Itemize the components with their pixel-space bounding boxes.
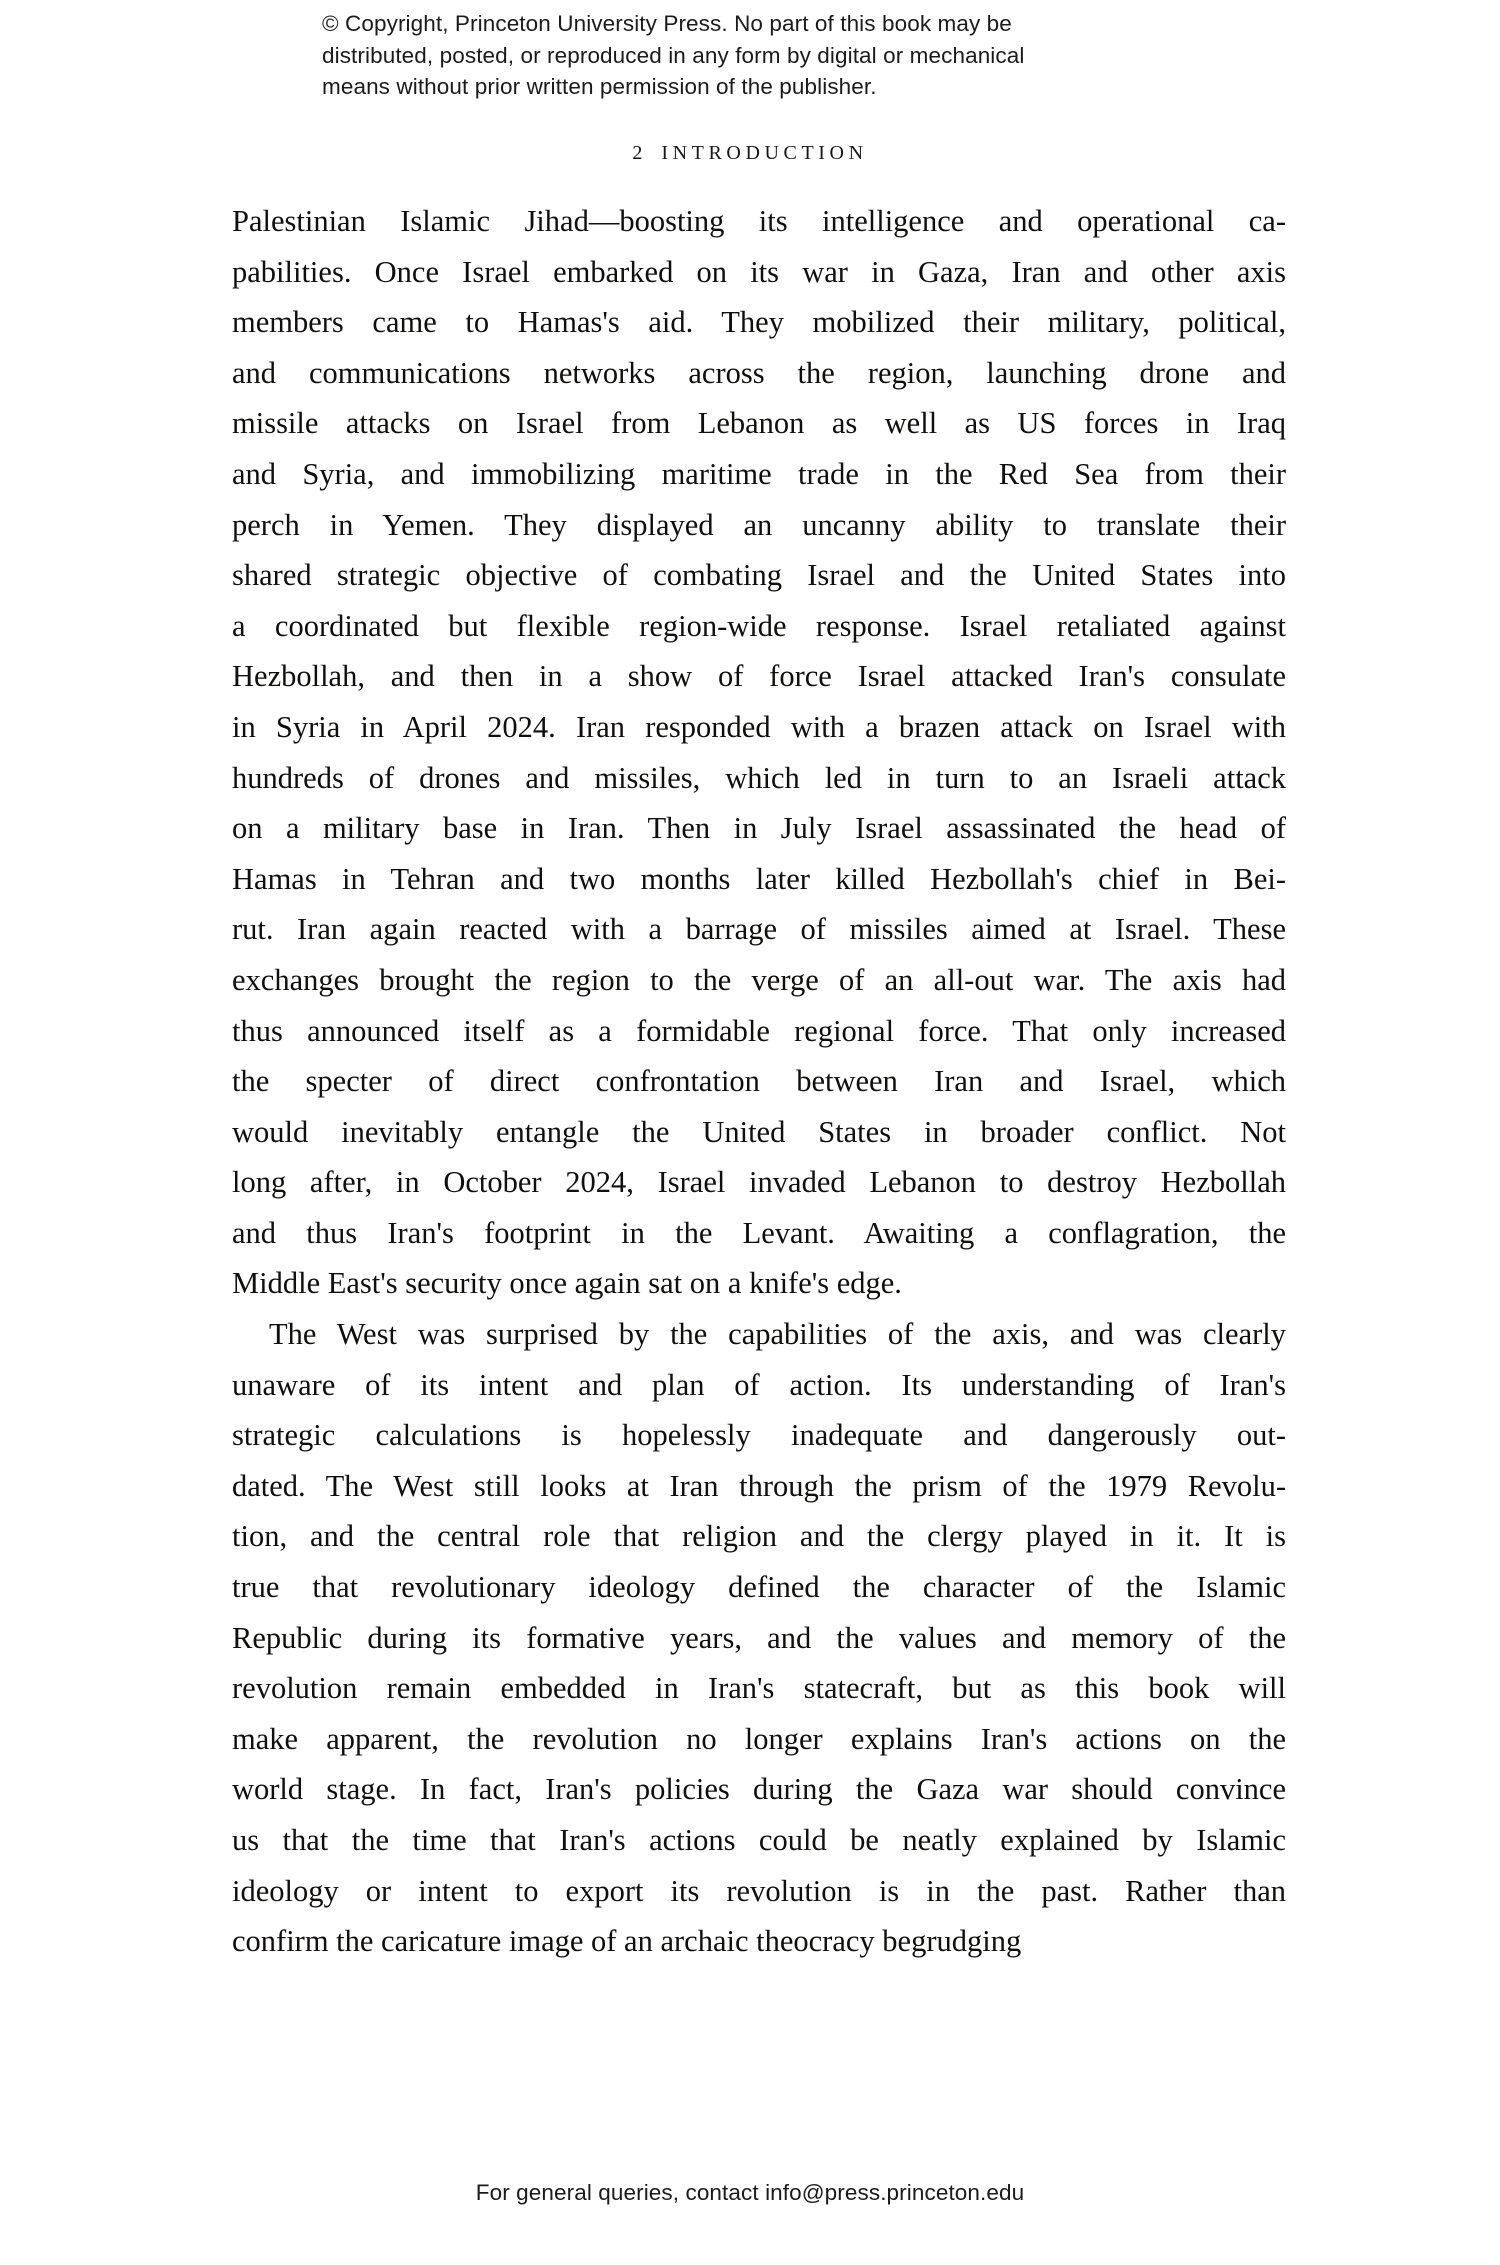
body-line <box>232 702 1286 753</box>
body-line-text: pabilities. Once Israel embarked on its war in Gaza, Iran and other axis <box>232 254 1286 289</box>
body-line-text: Republic during its formative years, and the values and memory of the <box>232 1620 1286 1655</box>
body-line-text: rut. Iran again reacted with a barrage of missiles aimed at Israel. These <box>232 912 1286 947</box>
body-line <box>232 1309 1286 1360</box>
body-line <box>232 500 1286 551</box>
body-line <box>232 1511 1286 1562</box>
body-text <box>232 196 1286 1967</box>
body-line <box>232 1613 1286 1664</box>
body-line <box>232 398 1286 449</box>
body-line-text: make apparent, the revolution no longer explains Iran's actions on the <box>232 1721 1286 1756</box>
body-line <box>232 1562 1286 1613</box>
body-line <box>232 297 1286 348</box>
body-line <box>232 348 1286 399</box>
body-line-text: on a military base in Iran. Then in July Israel assassinated the head of <box>232 811 1286 846</box>
body-line <box>232 196 1286 247</box>
body-line <box>232 1056 1286 1107</box>
body-line-text: dated. The West still looks at Iran through the prism of the 1979 Revolu- <box>232 1468 1286 1503</box>
body-line <box>232 753 1286 804</box>
body-line <box>232 449 1286 500</box>
body-line <box>232 1410 1286 1461</box>
copyright-notice-line-2: distributed, posted, or reproduced in any form by digital or mechanical <box>322 42 1025 68</box>
body-line-text: the specter of direct confrontation between Iran and Israel, which <box>232 1064 1286 1099</box>
body-line-text: Middle East's security once again sat on a knife's edge. <box>232 1266 902 1301</box>
body-line <box>232 1815 1286 1866</box>
body-line <box>232 904 1286 955</box>
body-line <box>232 854 1286 905</box>
body-line-text: perch in Yemen. They displayed an uncanny ability to translate their <box>232 507 1286 542</box>
body-line <box>232 1157 1286 1208</box>
body-line <box>232 1360 1286 1411</box>
body-line-text: revolution remain embedded in Iran's statecraft, but as this book will <box>232 1671 1286 1706</box>
body-line <box>232 1258 1286 1309</box>
body-line-text: Hamas in Tehran and two months later killed Hezbollah's chief in Bei- <box>232 861 1286 896</box>
body-line <box>232 1866 1286 1917</box>
body-line <box>232 601 1286 652</box>
body-line-text: tion, and the central role that religion and the clergy played in it. It is <box>232 1519 1286 1554</box>
body-line-text: us that the time that Iran's actions could be neatly explained by Islamic <box>232 1823 1286 1857</box>
body-line <box>232 1764 1286 1815</box>
body-line <box>232 550 1286 601</box>
body-line-text: and thus Iran's footprint in the Levant. Awaiting a conflagration, the <box>232 1215 1286 1250</box>
body-line <box>232 1916 1286 1967</box>
body-line <box>232 1714 1286 1765</box>
body-line-text: members came to Hamas's aid. They mobilized their military, political, <box>232 305 1286 340</box>
body-line <box>232 1006 1286 1057</box>
copyright-notice-line-1: © Copyright, Princeton University Press. No part of this book may be <box>322 11 1012 36</box>
body-line-text: missile attacks on Israel from Lebanon as well as US forces in Iraq <box>232 406 1286 441</box>
body-line-text: long after, in October 2024, Israel invaded Lebanon to destroy Hezbollah <box>232 1165 1286 1200</box>
footer-queries-note: For general queries, contact info@press.princeton.edu <box>475 2180 1025 2205</box>
copyright-notice-line-3: means without prior written permission of the publisher. <box>322 74 877 99</box>
body-line-text: in Syria in April 2024. Iran responded with a brazen attack on Israel with <box>232 709 1286 744</box>
body-line <box>232 1208 1286 1259</box>
body-line-text: a coordinated but flexible region-wide response. Israel retaliated against <box>232 608 1286 643</box>
body-line-text: hundreds of drones and missiles, which led in turn to an Israeli attack <box>232 760 1286 795</box>
body-line-text: confirm the caricature image of an archaic theocracy begrudging <box>232 1924 1022 1959</box>
body-line <box>232 1107 1286 1158</box>
body-line <box>232 247 1286 298</box>
body-line <box>232 651 1286 702</box>
body-line <box>232 955 1286 1006</box>
body-line-text: and communications networks across the region, launching drone and <box>232 355 1286 390</box>
body-line <box>232 803 1286 854</box>
body-line <box>232 1663 1286 1714</box>
body-line-text: ideology or intent to export its revolution is in the past. Rather than <box>232 1873 1286 1908</box>
body-line <box>232 1461 1286 1512</box>
copyright-notice <box>322 8 1162 103</box>
body-line-text: Palestinian Islamic Jihad—boosting its intelligence and operational ca- <box>232 204 1286 238</box>
page-number: 2 <box>632 142 644 164</box>
body-line-text: thus announced itself as a formidable regional force. That only increased <box>232 1013 1286 1048</box>
body-line-text: strategic calculations is hopelessly inadequate and dangerously out- <box>232 1418 1286 1453</box>
body-line-text: The West was surprised by the capabilities of the axis, and was clearly <box>269 1317 1286 1352</box>
body-line-text: exchanges brought the region to the verge of an all-out war. The axis had <box>232 962 1286 997</box>
body-line-text: would inevitably entangle the United States in broader conflict. Not <box>232 1114 1286 1149</box>
body-line-text: shared strategic objective of combating Israel and the United States into <box>232 558 1286 593</box>
body-line-text: Hezbollah, and then in a show of force Israel attacked Iran's consulate <box>232 659 1286 694</box>
body-line-text: world stage. In fact, Iran's policies during the Gaza war should convince <box>232 1772 1286 1807</box>
body-line-text: true that revolutionary ideology defined the character of the Islamic <box>232 1570 1286 1605</box>
body-line-text: and Syria, and immobilizing maritime trade in the Red Sea from their <box>232 456 1286 491</box>
body-line-text: unaware of its intent and plan of action. Its understanding of Iran's <box>232 1367 1286 1402</box>
running-head <box>0 142 1500 165</box>
chapter-title: INTRODUCTION <box>661 142 868 164</box>
